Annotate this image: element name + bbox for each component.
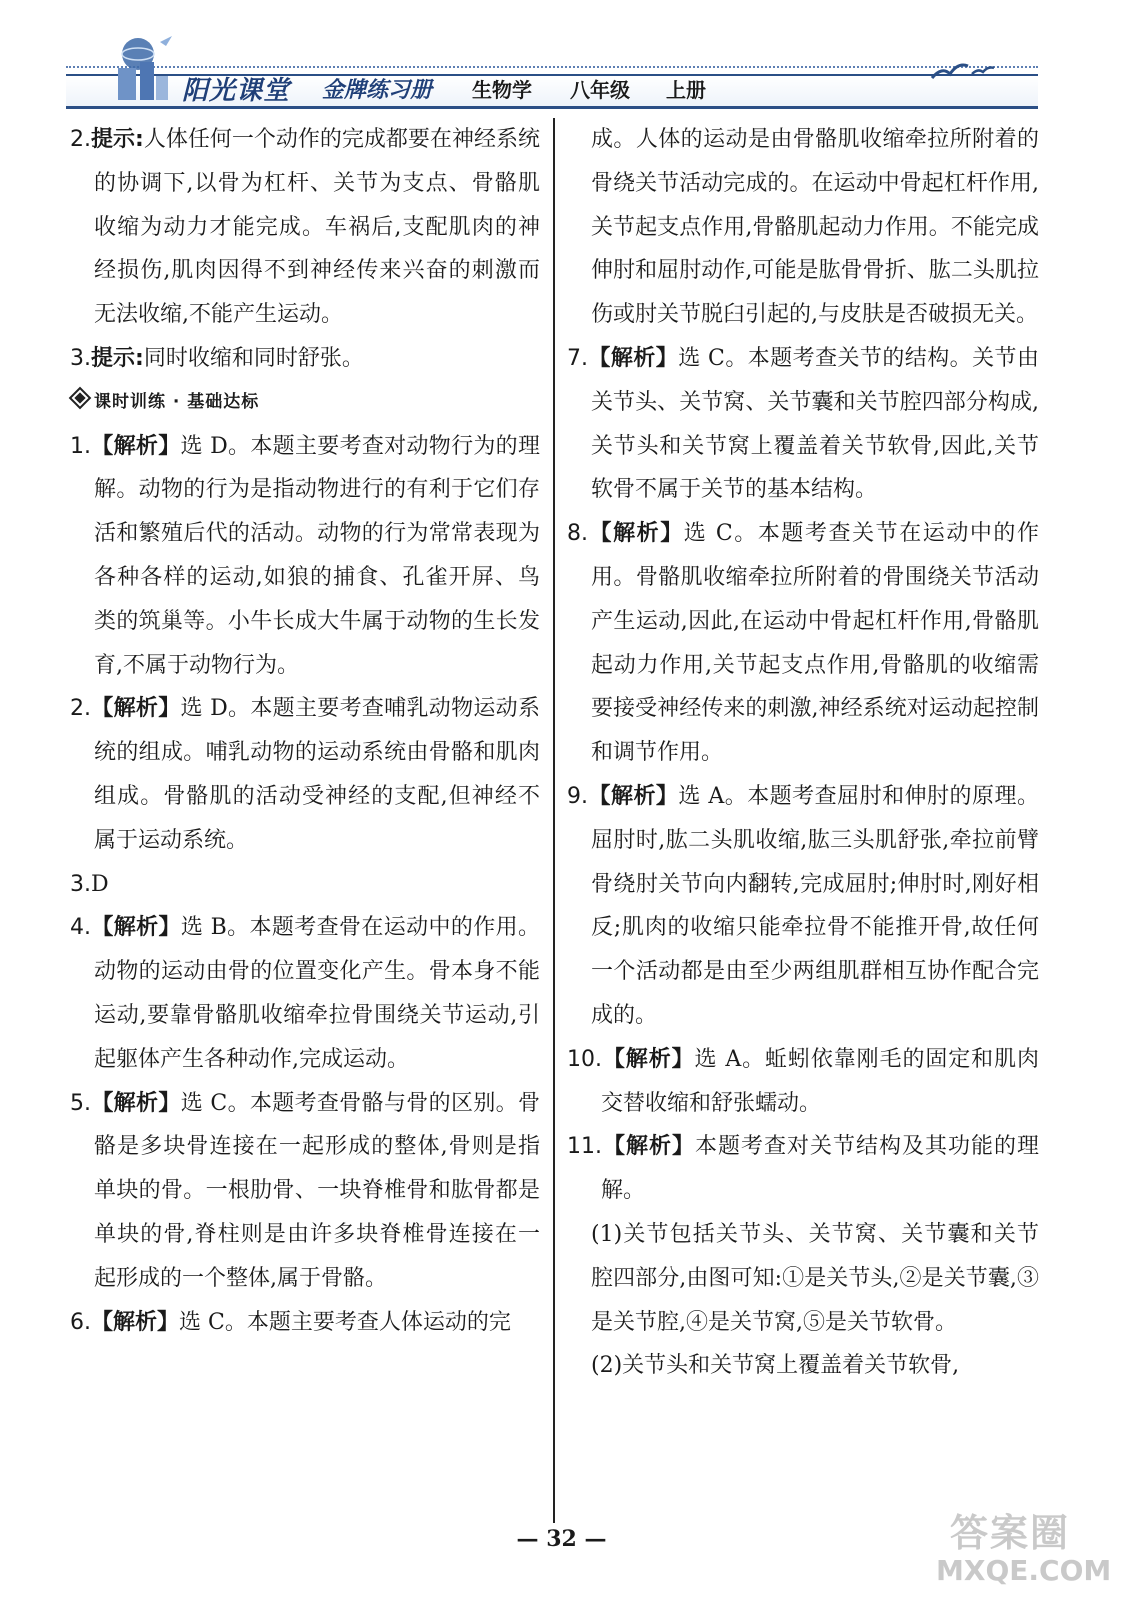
item-text: (2)关节头和关节窝上覆盖着关节软骨,: [591, 1353, 960, 1379]
item-number: 8.: [567, 521, 588, 547]
analysis-tag: 【解析】: [588, 345, 679, 371]
answer-item: [70, 425, 540, 688]
hint-tag: 提示:: [91, 127, 144, 152]
analysis-tag: 【解析】: [588, 783, 679, 809]
answer-item: [70, 687, 540, 862]
item-number: 9.: [567, 783, 588, 809]
section-title: 课时训练 · 基础达标: [94, 391, 260, 412]
analysis-tag: 【解析】: [602, 1134, 695, 1160]
item-number: 11.: [567, 1134, 602, 1160]
birds-icon: [928, 56, 998, 86]
item-text: 选 C。本题主要考查人体运动的完: [179, 1309, 511, 1335]
answer-item: [70, 118, 540, 337]
answer-item: [567, 775, 1039, 1038]
section-heading: [70, 381, 540, 425]
analysis-tag: 【解析】: [91, 1090, 181, 1116]
answer-item: [70, 337, 540, 381]
answer-continuation: [567, 118, 1039, 337]
item-text: 选 B。本题考查骨在运动中的作用。动物的运动由骨的位置变化产生。骨本身不能运动,要靠骨骼肌收缩牵拉骨围绕关节运动,引起躯体产生各种动作,完成运动。: [94, 915, 540, 1072]
item-text: 选 C。本题考查骨骼与骨的区别。骨骼是多块骨连接在一起形成的整体,骨则是指单块的骨。一根肋骨、一块脊椎骨和肱骨都是单块的骨,脊柱则是由许多块脊椎骨连接在一起形成的一个整体,属于骨骼。: [94, 1090, 540, 1291]
globe-tower-logo-icon: [108, 32, 174, 102]
analysis-tag: 【解析】: [91, 696, 181, 722]
item-text: 人体任何一个动作的完成都要在神经系统的协调下,以骨为杠杆、关节为支点、骨骼肌收缩为动力才能完成。车祸后,支配肌肉的神经损伤,肌肉因得不到神经传来兴奋的刺激而无法收缩,不能产生运动。: [94, 127, 540, 328]
item-number: 7.: [567, 345, 588, 371]
item-text: 选 C。本题考查关节的结构。关节由关节头、关节窝、关节囊和关节腔四部分构成,关节头和关节窝上覆盖着关节软骨,因此,关节软骨不属于关节的基本结构。: [591, 345, 1039, 503]
header-dotted-line: [66, 66, 1038, 68]
watermark-url: MXQE.COM: [936, 1554, 1112, 1587]
item-text: 选 D。本题主要考查哺乳动物运动系统的组成。哺乳动物的运动系统由骨骼和肌肉组成。骨骼肌的活动受神经的支配,但神经不属于运动系统。: [94, 696, 540, 853]
item-number: 3.: [70, 345, 91, 371]
header-grade: 八年级: [570, 78, 630, 102]
answer-subpart: [567, 1344, 1039, 1388]
answer-item: [567, 337, 1039, 512]
analysis-tag: 【解析】: [91, 915, 181, 941]
answer-item: [70, 1301, 540, 1345]
answer-item: [70, 863, 540, 907]
page-header: [0, 0, 1123, 120]
item-number: 1.: [70, 433, 91, 459]
answer-item: [567, 1125, 1039, 1213]
column-divider: [553, 118, 555, 1523]
item-text: 选 D。本题主要考查对动物行为的理解。动物的行为是指动物进行的有利于它们存活和繁殖后代的活动。动物的行为常常表现为各种各样的运动,如狼的捕食、孔雀开屏、鸟类的筑巢等。小牛长成大牛属于动物的生长发育,不属于动物行为。: [94, 433, 540, 678]
item-number: 6.: [70, 1309, 91, 1335]
answer-subpart: [567, 1213, 1039, 1344]
header-subject: 生物学: [472, 78, 532, 102]
header-book-title: 金牌练习册: [322, 78, 433, 103]
watermark: [930, 1500, 1110, 1594]
left-column: [70, 118, 540, 1344]
answer-item: [567, 512, 1039, 775]
answer-item: [567, 1038, 1039, 1126]
analysis-tag: 【解析】: [91, 433, 181, 459]
item-number: 2.: [70, 127, 91, 152]
watermark-logo: 答案圈: [950, 1511, 1071, 1555]
analysis-tag: 【解析】: [91, 1309, 180, 1335]
item-text: 选 C。本题考查关节在运动中的作用。骨骼肌收缩牵拉所附着的骨围绕关节活动产生运动,因此,在运动中骨起杠杆作用,骨骼肌起动力作用,关节起支点作用,骨骼肌的收缩需要接受神经传来的刺激,神经系统对运动起控制和调节作用。: [591, 521, 1039, 766]
item-number: 2.: [70, 696, 91, 722]
header-volume: 上册: [666, 78, 706, 102]
item-number: 10.: [567, 1046, 602, 1072]
item-number: 5.: [70, 1090, 91, 1116]
item-text: (1)关节包括关节头、关节窝、关节囊和关节腔四部分,由图可知:①是关节头,②是关节囊,③是关节腔,④是关节窝,⑤是关节软骨。: [591, 1221, 1039, 1335]
analysis-tag: 【解析】: [588, 521, 684, 547]
item-number: 3.: [70, 871, 91, 897]
item-text: 选 A。蚯蚓依靠刚毛的固定和肌肉交替收缩和舒张蠕动。: [601, 1046, 1039, 1116]
answer-item: [70, 906, 540, 1081]
item-text: 成。人体的运动是由骨骼肌收缩牵拉所附着的骨绕关节活动完成的。在运动中骨起杠杆作用,关节起支点作用,骨骼肌起动力作用。不能完成伸肘和屈肘动作,可能是肱骨骨折、肱二头肌拉伤或肘关节脱臼引起的,与皮肤是否破损无关。: [591, 127, 1039, 328]
diamond-icon: [69, 386, 92, 409]
item-text: D: [91, 871, 109, 897]
item-number: 4.: [70, 915, 91, 941]
page-number: — 32 —: [516, 1526, 607, 1552]
item-text: 同时收缩和同时舒张。: [143, 345, 364, 371]
header-brand: 阳光课堂: [182, 76, 291, 106]
analysis-tag: 【解析】: [602, 1046, 695, 1072]
item-text: 选 A。本题考查屈肘和伸肘的原理。屈肘时,肱二头肌收缩,肱三头肌舒张,牵拉前臂骨绕肘关节向内翻转,完成屈肘;伸肘时,刚好相反;肌肉的收缩只能牵拉骨不能推开骨,故任何一个活动都是由至少两组肌群相互协作配合完成的。: [591, 783, 1039, 1028]
item-text: 本题考查对关节结构及其功能的理解。: [601, 1134, 1039, 1204]
hint-tag: 提示:: [91, 345, 144, 371]
right-column: [567, 118, 1039, 1388]
answer-item: [70, 1082, 540, 1301]
